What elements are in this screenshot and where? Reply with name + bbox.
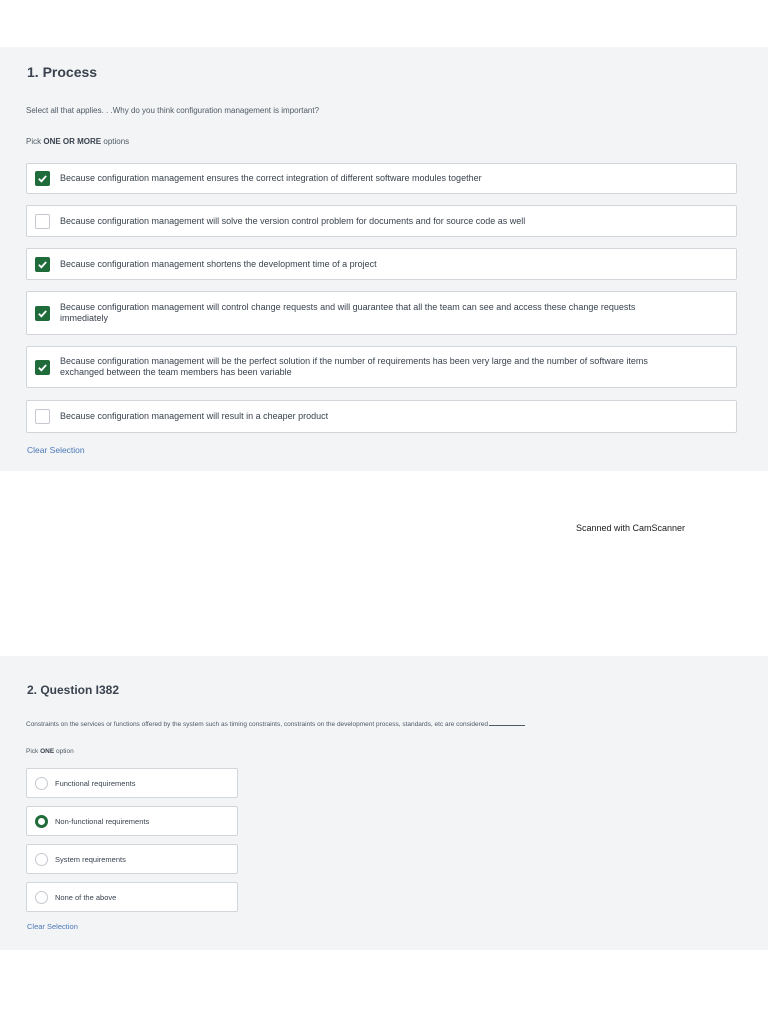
option-label: Non-functional requirements — [55, 816, 150, 826]
question-1-panel — [0, 47, 768, 471]
radio-unselected-icon[interactable] — [35, 853, 48, 866]
option-label: Because configuration management will be the perfect solution if the number of requirements has been very large and the number of software items exchanged between the team members has been variable — [60, 356, 648, 377]
option-label: Because configuration management shortens the development time of a project — [60, 258, 377, 269]
checkbox-checked-icon[interactable] — [35, 360, 50, 375]
pick-suffix: option — [56, 748, 74, 755]
question-2-pick-instruction — [26, 748, 74, 755]
pick-suffix: options — [103, 137, 130, 146]
checkbox-option-6[interactable] — [26, 400, 737, 433]
option-label: None of the above — [55, 892, 117, 902]
scan-watermark: Scanned with CamScanner — [576, 523, 686, 533]
checkbox-checked-icon[interactable] — [35, 306, 50, 321]
pick-prefix: Pick — [26, 748, 39, 755]
radio-unselected-icon[interactable] — [35, 891, 48, 904]
option-label: Because configuration management will result in a cheaper product — [60, 411, 329, 421]
pick-prefix: Pick — [26, 137, 42, 146]
question-1-prompt: Select all that applies. . .Why do you think configuration management is important? — [26, 106, 320, 115]
question-2-panel — [0, 656, 768, 950]
checkbox-option-1[interactable] — [26, 163, 737, 194]
checkbox-checked-icon[interactable] — [35, 257, 50, 272]
option-label: Functional requirements — [55, 778, 136, 788]
option-label: Because configuration management ensures the correct integration of different software modules together — [60, 173, 482, 183]
checkbox-option-4[interactable] — [26, 291, 737, 335]
question-1-pick-instruction — [26, 137, 129, 146]
question-2-prompt-text: Constraints on the services or functions offered by the system such as timing constraints, constraints on the development process, standards, etc are considered — [26, 721, 488, 728]
pick-emphasis: ONE — [40, 748, 55, 755]
question-1-title: 1. Process — [27, 64, 98, 80]
clear-selection-link[interactable]: Clear Selection — [27, 922, 78, 931]
checkbox-checked-icon[interactable] — [35, 171, 50, 186]
question-2-title: 2. Question I382 — [27, 683, 120, 697]
option-label: Because configuration management will control change requests and will guarantee that all the team can see and access these change requests immediately — [60, 302, 636, 323]
checkbox-option-2[interactable] — [26, 205, 737, 237]
radio-selected-icon[interactable] — [35, 815, 48, 828]
question-2-prompt — [26, 721, 525, 728]
clear-selection-link[interactable]: Clear Selection — [27, 445, 85, 455]
radio-option-4[interactable] — [26, 882, 238, 912]
checkbox-unchecked-icon[interactable] — [35, 214, 50, 229]
checkbox-option-3[interactable] — [26, 248, 737, 280]
radio-option-2[interactable] — [26, 806, 238, 836]
answer-blank — [489, 725, 525, 726]
option-label: Because configuration management will solve the version control problem for documents and for source code as well — [60, 215, 526, 226]
checkbox-unchecked-icon[interactable] — [35, 409, 50, 424]
radio-option-1[interactable] — [26, 768, 238, 798]
radio-unselected-icon[interactable] — [35, 777, 48, 790]
radio-option-3[interactable] — [26, 844, 238, 874]
option-label: System requirements — [55, 854, 126, 864]
pick-emphasis: ONE OR MORE — [43, 137, 102, 146]
checkbox-option-5[interactable] — [26, 346, 737, 388]
